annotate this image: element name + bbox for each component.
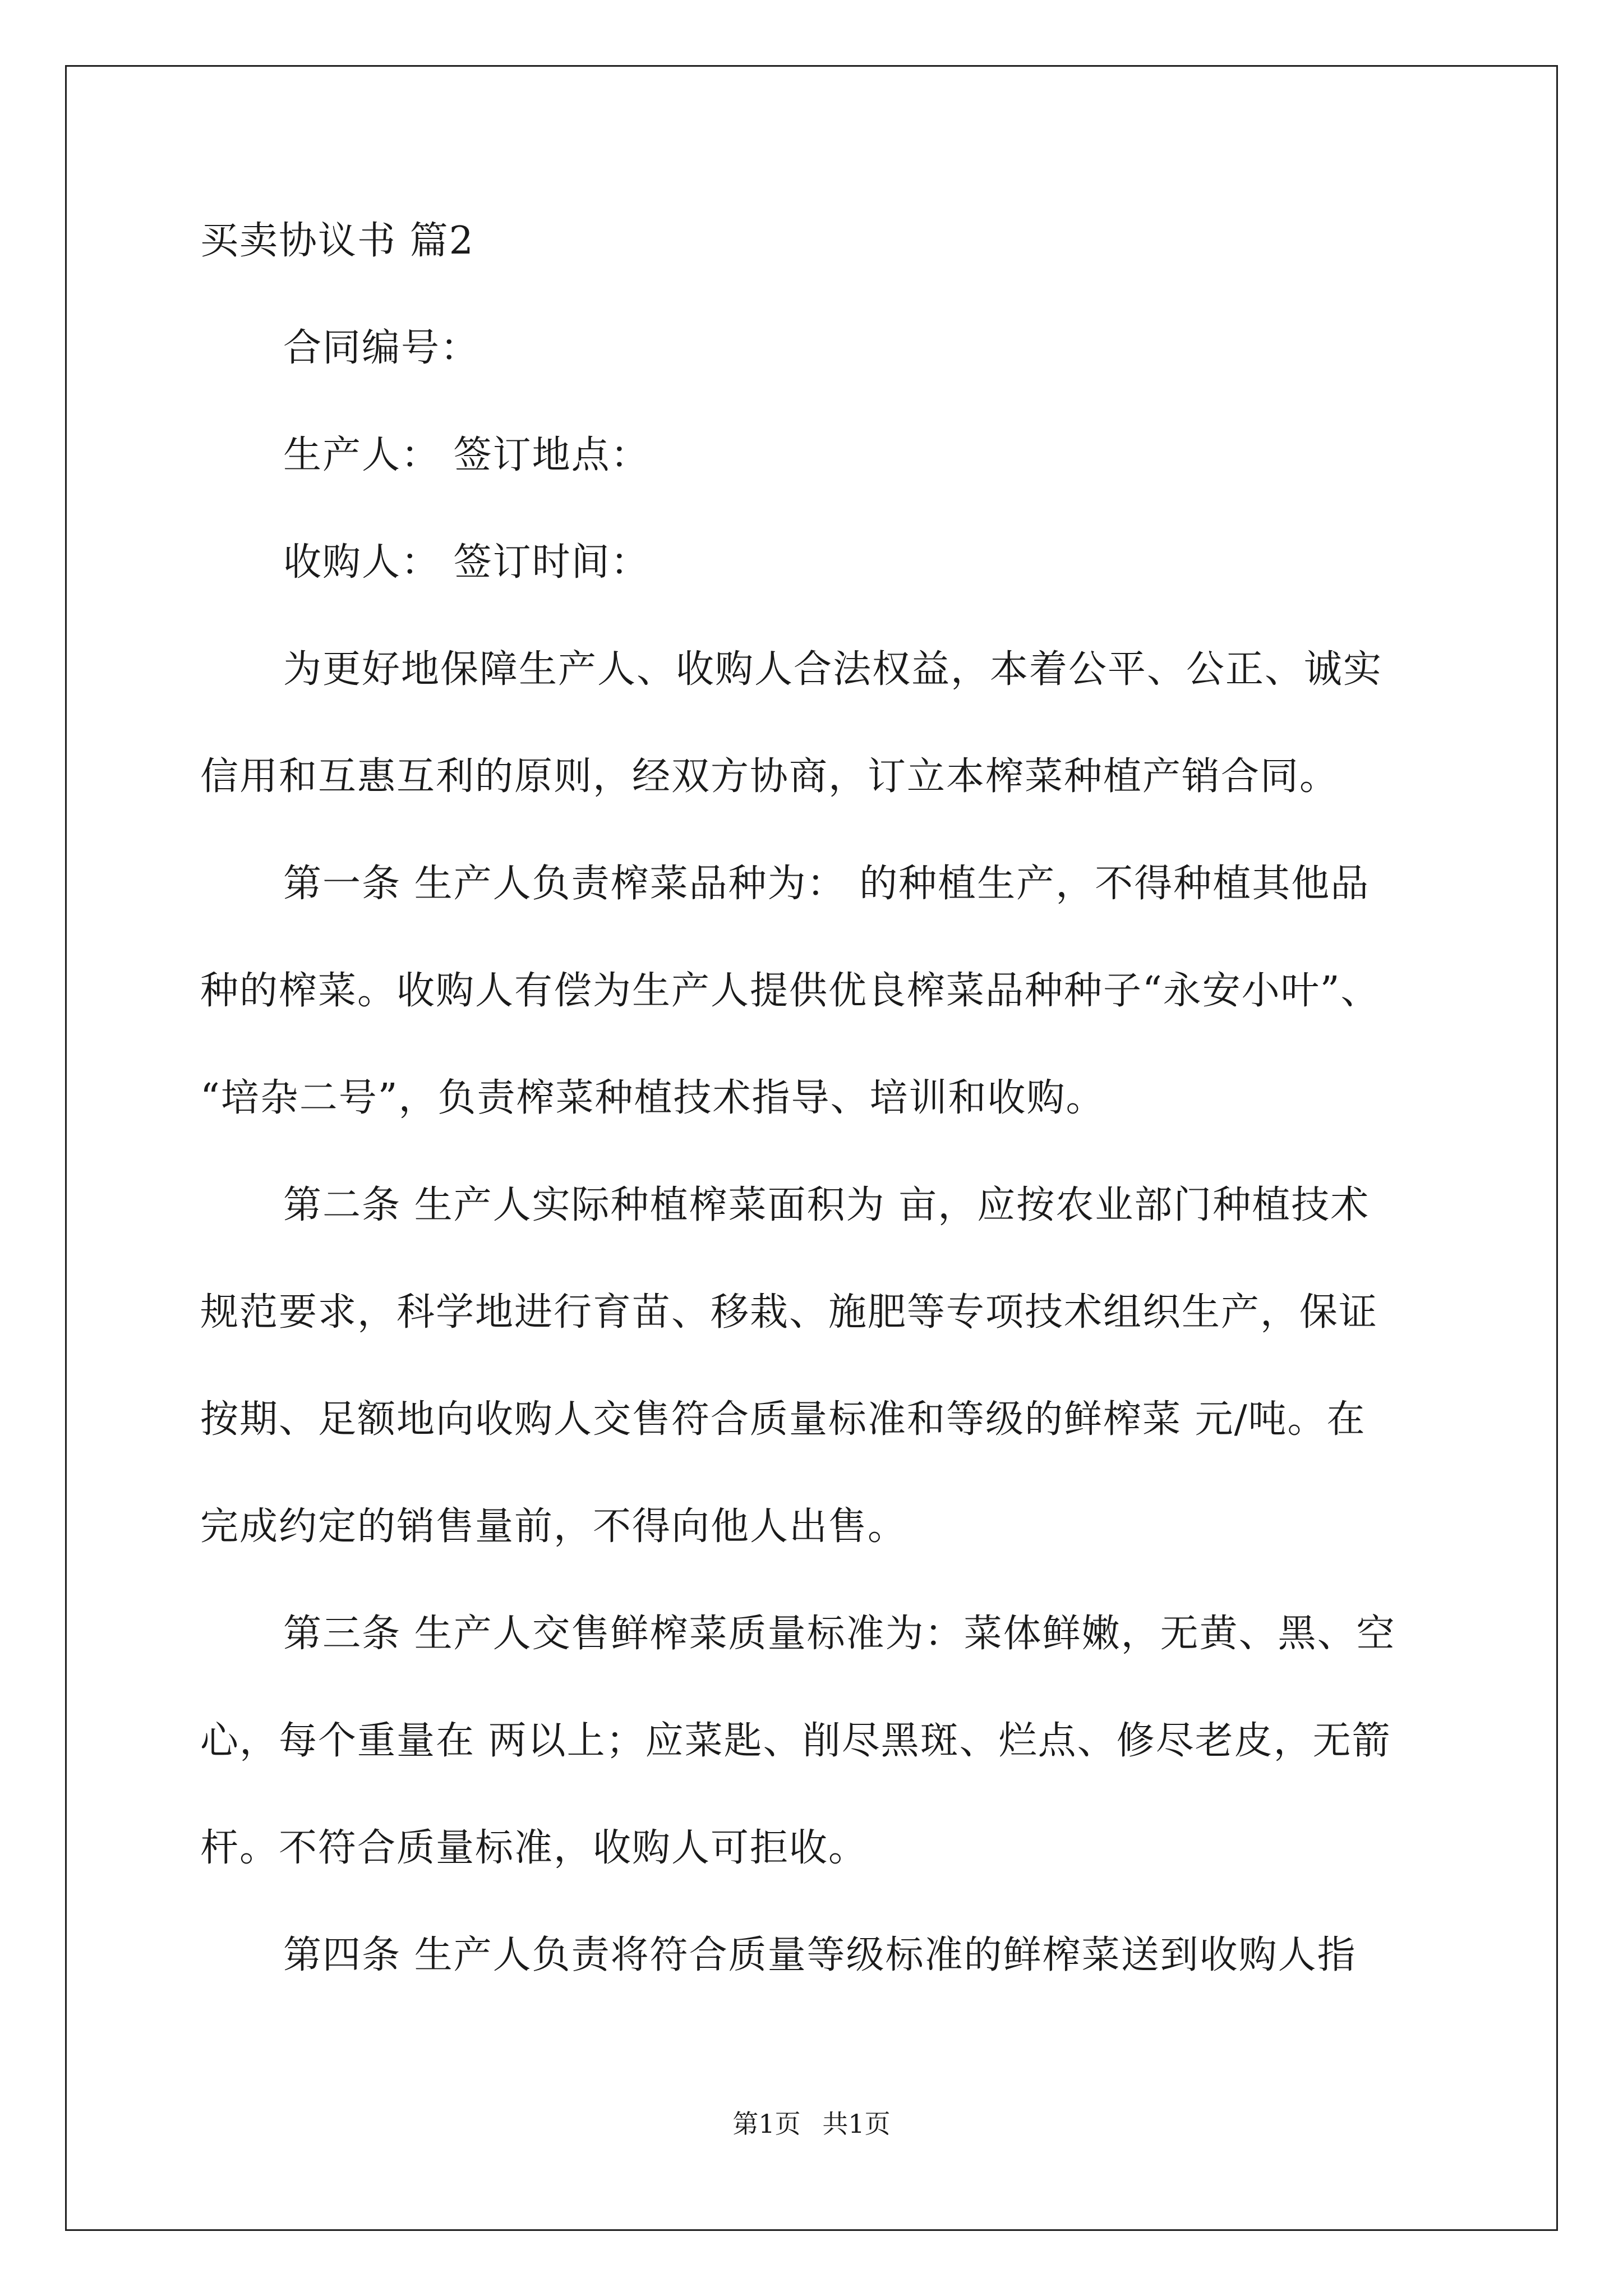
paragraph-line: 心，每个重量在 两以上；应菜匙、削尽黑斑、烂点、修尽老皮，无箭 <box>200 1719 1391 1763</box>
buyer-line: 收购人： 签订时间： <box>283 540 650 585</box>
document-title: 买卖协议书 篇2 <box>200 219 474 263</box>
paragraph-line: 第一条 生产人负责榨菜品种为： 的种植生产，不得种植其他品 <box>283 862 1370 906</box>
paragraph-line: 按期、足额地向收购人交售符合质量标准和等级的鲜榨菜 元/吨。在 <box>200 1397 1366 1442</box>
paragraph-line: 第四条 生产人负责将符合质量等级标准的鲜榨菜送到收购人指 <box>283 1933 1357 1977</box>
page-number-total: 共1页 <box>822 2109 891 2139</box>
paragraph-line: “培杂二号”，负责榨菜种植技术指导、培训和收购。 <box>200 1076 1105 1120</box>
producer-line: 生产人： 签订地点： <box>283 433 650 477</box>
paragraph-line: 规范要求，科学地进行育苗、移栽、施肥等专项技术组织生产，保证 <box>200 1290 1378 1335</box>
paragraph-line: 种的榨菜。收购人有偿为生产人提供优良榨菜品种种子“永安小叶”、 <box>200 969 1380 1013</box>
page-footer <box>0 2107 1623 2141</box>
page-number-current: 第1页 <box>732 2109 801 2139</box>
paragraph-line: 为更好地保障生产人、收购人合法权益，本着公平、公正、诚实 <box>283 647 1383 692</box>
paragraph-line: 第三条 生产人交售鲜榨菜质量标准为：菜体鲜嫩，无黄、黑、空 <box>283 1612 1396 1656</box>
paragraph-line: 杆。不符合质量标准，收购人可拒收。 <box>200 1826 868 1870</box>
paragraph-line: 信用和互惠互利的原则，经双方协商，订立本榨菜种植产销合同。 <box>200 754 1339 799</box>
paragraph-line: 完成约定的销售量前，不得向他人出售。 <box>200 1504 907 1549</box>
paragraph-line: 第二条 生产人实际种植榨菜面积为 亩，应按农业部门种植技术 <box>283 1183 1370 1227</box>
contract-number-label: 合同编号： <box>283 326 480 370</box>
page-border <box>65 65 1558 2231</box>
